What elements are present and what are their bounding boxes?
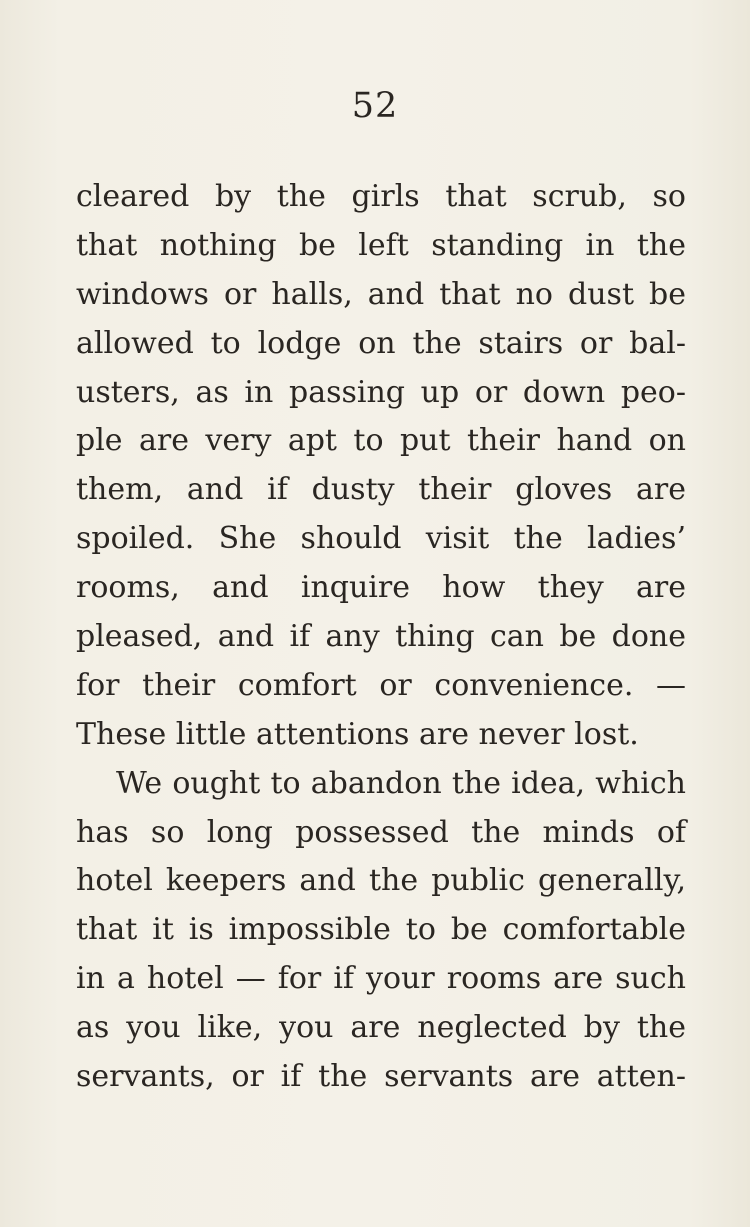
text-line: servants, or if the servants are atten- [76, 1059, 686, 1095]
text-line: allowed to lodge on the stairs or bal- [76, 325, 686, 361]
text-line: for their comfort or convenience. — [76, 667, 686, 703]
text-line: spoiled. She should visit the ladies’ [76, 521, 686, 557]
text-line: has so long possessed the minds of [76, 814, 686, 850]
body-text [76, 173, 686, 1102]
text-line: rooms, and inquire how they are [76, 570, 686, 606]
text-line: windows or halls, and that no dust be [76, 276, 686, 312]
text-line: them, and if dusty their gloves are [76, 472, 686, 508]
text-line: that nothing be left standing in the [76, 227, 686, 263]
paragraph-end-line: These little attentions are never lost. [76, 716, 639, 752]
text-line: hotel keepers and the public generally, [76, 863, 686, 899]
paragraph-start-line: We ought to abandon the idea, which [116, 765, 686, 801]
text-line: ple are very apt to put their hand on [76, 423, 686, 459]
text-line: pleased, and if any thing can be done [76, 619, 686, 655]
text-line: as you like, you are neglected by the [76, 1010, 686, 1046]
page-number: 52 [351, 86, 399, 126]
text-line: usters, as in passing up or down peo- [76, 374, 686, 410]
text-line: cleared by the girls that scrub, so [76, 179, 686, 214]
text-line: in a hotel — for if your rooms are such [76, 961, 686, 997]
text-line: that it is impossible to be comfortable [76, 912, 686, 948]
